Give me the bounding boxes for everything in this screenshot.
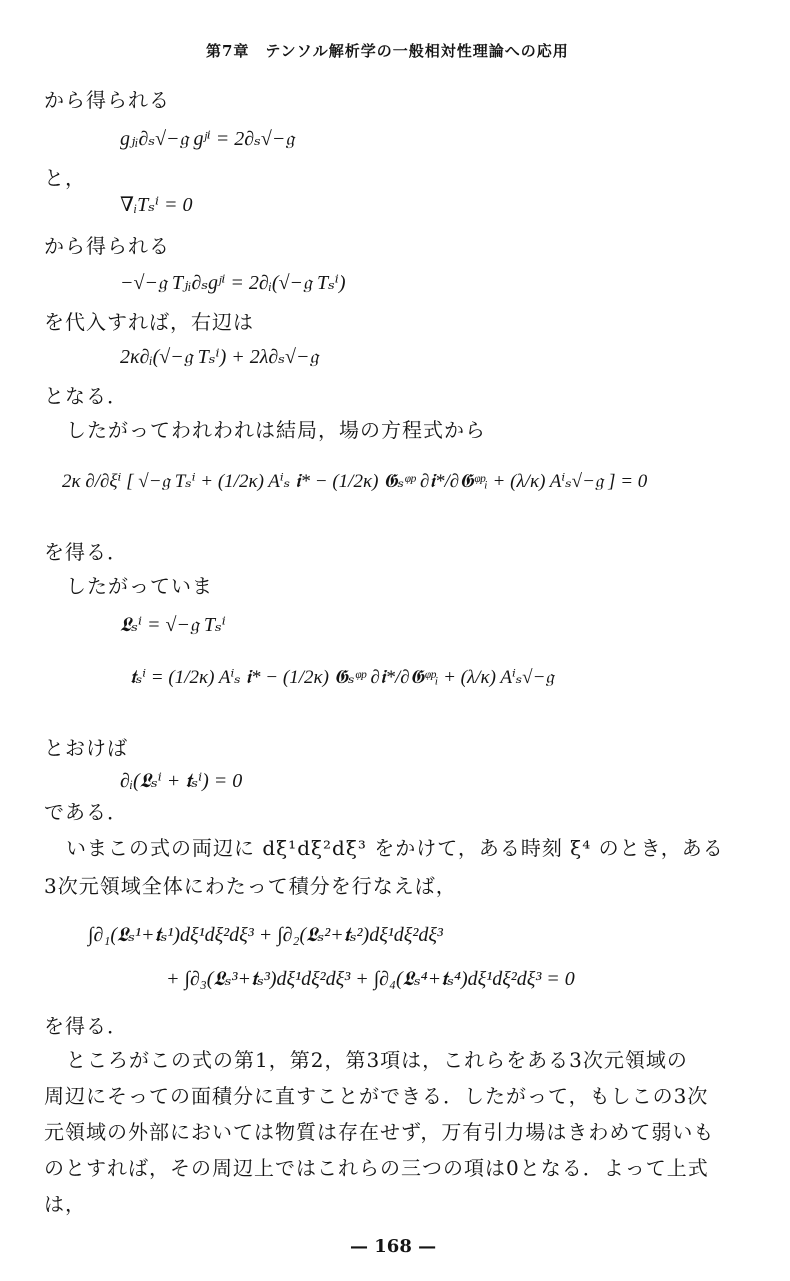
equation: −√−𝔤 Tⱼᵢ∂ₛgʲⁱ = 2∂ᵢ(√−𝔤 Tₛⁱ) bbox=[120, 272, 346, 294]
page-number: — 168 — bbox=[350, 1236, 437, 1257]
text-line: のとすれば，その周辺上ではこれらの三つの項は0となる．よって上式 bbox=[44, 1156, 709, 1180]
text-line: を得る． bbox=[44, 1014, 128, 1038]
equation: ∫∂₁(𝕷ₛ¹+𝖙ₛ¹)dξ¹dξ²dξ³ + ∫∂₂(𝕷ₛ²+𝖙ₛ²)dξ¹dξ²dξ³ bbox=[88, 924, 443, 946]
equation-field: 2κ ∂/∂ξⁱ [ √−𝔤 Tₛⁱ + (1/2κ) Aⁱₛ 𝖎* − (1/2κ) 𝕲ₛᵠᵖ ∂𝖎*/∂𝕲ᵠᵖᵢ + (λ/κ) Aⁱₛ√−𝔤 ] = 0 bbox=[62, 471, 648, 492]
equation: 2κ∂ᵢ(√−𝔤 Tₛⁱ) + 2λ∂ₛ√−𝔤 bbox=[120, 346, 319, 368]
text-line: 3次元領域全体にわたって積分を行なえば， bbox=[44, 874, 457, 898]
equation: + ∫∂₃(𝕷ₛ³+𝖙ₛ³)dξ¹dξ²dξ³ + ∫∂₄(𝕷ₛ⁴+𝖙ₛ⁴)dξ¹dξ²dξ³ = 0 bbox=[166, 968, 575, 990]
equation: 𝖙ₛⁱ = (1/2κ) Aⁱₛ 𝖎* − (1/2κ) 𝕲ₛᵠᵖ ∂𝖎*/∂𝕲ᵠᵖᵢ + (λ/κ) Aⁱₛ√−𝔤 bbox=[130, 667, 554, 688]
text-line: である． bbox=[44, 800, 128, 824]
text-line: いまこの式の両辺に dξ¹dξ²dξ³ をかけて，ある時刻 ξ⁴ のとき，ある bbox=[66, 836, 724, 860]
text-line: 元領域の外部においては物質は存在せず，万有引力場はきわめて弱いも bbox=[44, 1120, 715, 1144]
text-line: とおけば bbox=[44, 736, 128, 760]
text-line: となる． bbox=[44, 384, 128, 408]
text-line: したがっていま bbox=[66, 574, 213, 598]
equation: ∂ᵢ(𝕷ₛⁱ + 𝖙ₛⁱ) = 0 bbox=[120, 770, 243, 792]
text-line: 周辺にそっての面積分に直すことができる．したがって，もしこの3次 bbox=[44, 1084, 709, 1108]
running-header: 第7章 テンソル解析学の一般相対性理論への応用 bbox=[206, 42, 569, 60]
text-line: を代入すれば，右辺は bbox=[44, 310, 254, 334]
text-line: ところがこの式の第1，第2，第3項は，これらをある3次元領域の bbox=[66, 1048, 688, 1072]
text-line: を得る． bbox=[44, 540, 128, 564]
text-line: から得られる bbox=[44, 234, 170, 258]
equation: ∇ᵢTₛⁱ = 0 bbox=[120, 194, 193, 216]
text-line: は， bbox=[44, 1192, 86, 1216]
text-line: から得られる bbox=[44, 88, 170, 112]
text-line: したがってわれわれは結局，場の方程式から bbox=[66, 418, 486, 442]
equation: gⱼᵢ∂ₛ√−𝔤 gʲⁱ = 2∂ₛ√−𝔤 bbox=[120, 128, 295, 150]
text-line: と， bbox=[44, 166, 86, 190]
equation: 𝕷ₛⁱ = √−𝔤 Tₛⁱ bbox=[120, 614, 226, 636]
